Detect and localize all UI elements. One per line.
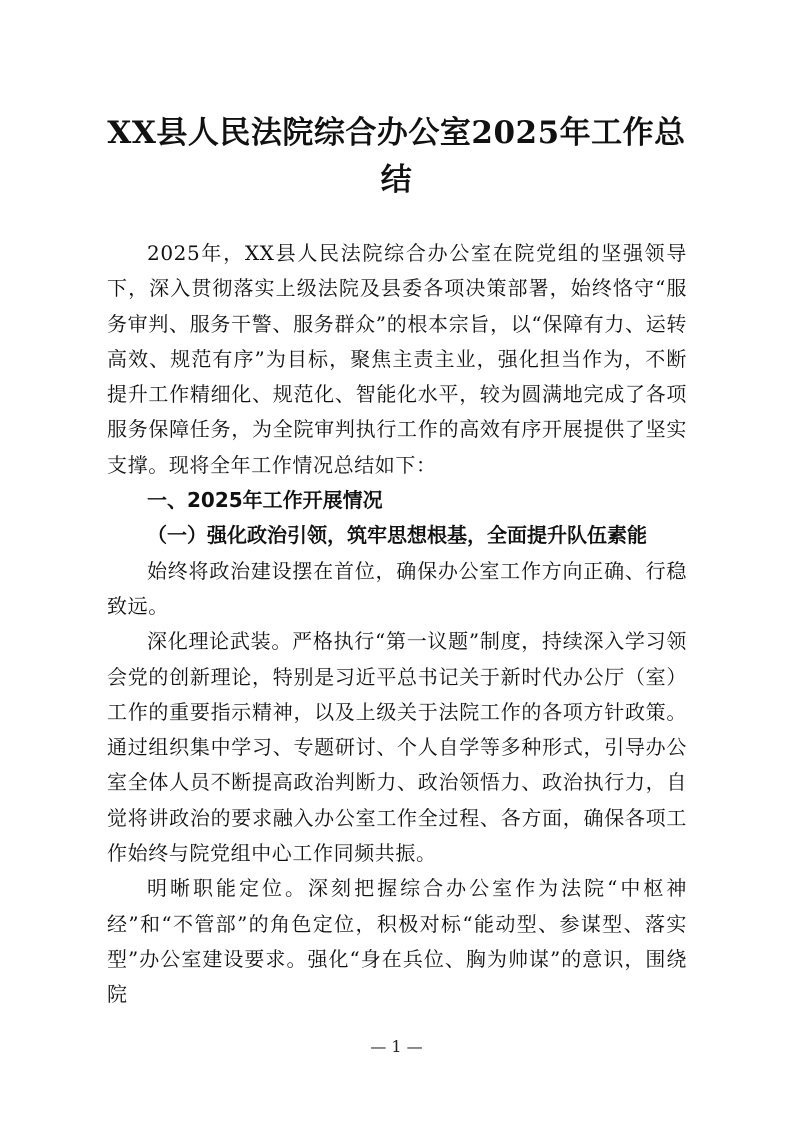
document-body	[107, 236, 687, 1013]
body-paragraph: 始终将政治建设摆在首位，确保办公室工作方向正确、行稳致远。	[107, 558, 687, 618]
body-paragraph: 明晰职能定位。深刻把握综合办公室作为法院“中枢神经”和“不管部”的角色定位，积极对标“能动型、参谋型、落实型”办公室建设要求。强化“身在兵位、胸为帅谋”的意识，围绕院	[107, 876, 687, 1007]
body-paragraph: 深化理论武装。严格执行“第一议题”制度，持续深入学习领会党的创新理论，特别是习近平总书记关于新时代办公厅（室）工作的重要指示精神，以及上级关于法院工作的各项方针政策。通过组织集中学习、专题研讨、个人自学等多种形式，引导办公室全体人员不断提高政治判断力、政治领悟力、政治执行力，自觉将讲政治的要求融入办公室工作全过程、各方面，确保各项工作始终与院党组中心工作同频共振。	[107, 629, 687, 866]
page-number: — 1 —	[370, 1037, 423, 1056]
document-title: XX县人民法院综合办公室2025年工作总结	[107, 115, 686, 198]
subsection-heading: （一）强化政治引领，筑牢思想根基，全面提升队伍素能	[147, 523, 647, 548]
section-heading: 一、2025年工作开展情况	[147, 488, 383, 513]
intro-paragraph: 2025年，XX县人民法院综合办公室在院党组的坚强领导下，深入贯彻落实上级法院及县委各项决策部署，始终恪守“服务审判、服务干警、服务群众”的根本宗旨，以“保障有力、运转高效、规范有序”为目标，聚焦主责主业，强化担当作为，不断提升工作精细化、规范化、智能化水平，较为圆满地完成了各项服务保障任务，为全院审判执行工作的高效有序开展提供了坚实支撑。现将全年工作情况总结如下：	[107, 241, 687, 477]
